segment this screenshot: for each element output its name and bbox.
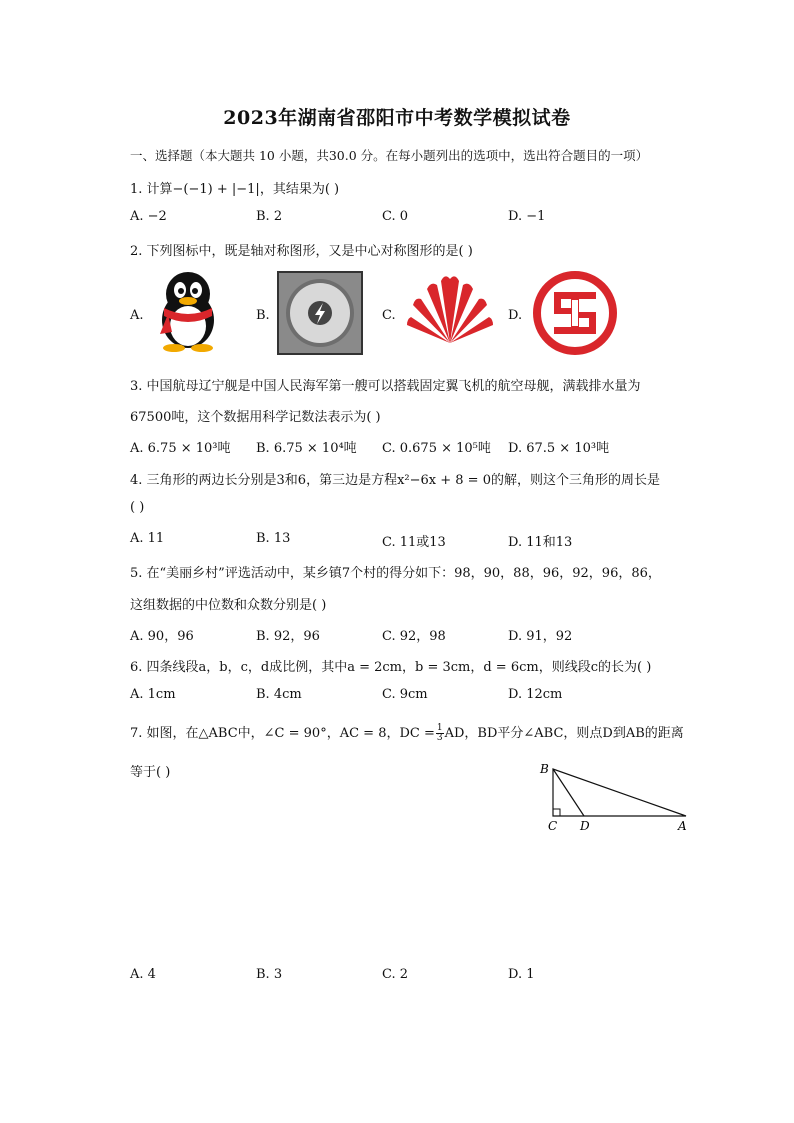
- question-2-option-c: C.: [382, 308, 396, 323]
- charging-disc-icon: [277, 271, 363, 355]
- question-3-option-a: A. 6.75 × 10³吨: [130, 441, 231, 456]
- question-1-stem: 1. 计算−(−1) + |−1|，其结果为( ): [130, 182, 340, 197]
- question-7-stem-line2: 等于( ): [130, 765, 171, 780]
- qq-penguin-icon: [150, 270, 226, 352]
- question-2-option-d: D.: [508, 308, 523, 323]
- question-4-option-d: D. 11和13: [508, 535, 573, 550]
- question-4-option-a: A. 11: [130, 531, 165, 546]
- question-1-option-a: A. −2: [130, 209, 167, 224]
- fraction: [436, 724, 444, 743]
- question-7-stem-line1: [130, 722, 684, 743]
- question-6-option-b: B. 4cm: [256, 687, 302, 702]
- question-4-stem-line2: ( ): [130, 500, 145, 515]
- label-c: C: [548, 819, 558, 833]
- question-7-option-b: B. 3: [256, 967, 283, 982]
- icbc-logo-icon: [532, 270, 618, 356]
- question-1-option-c: C. 0: [382, 209, 409, 224]
- section-heading: 一、选择题（本大题共 10 小题，共30.0 分。在每小题列出的选项中，选出符合题目的一项）: [130, 148, 649, 163]
- question-6-option-a: A. 1cm: [130, 687, 176, 702]
- question-5-option-c: C. 92，98: [382, 629, 446, 644]
- label-a: A: [678, 819, 687, 833]
- label-d: D: [580, 819, 590, 833]
- question-3-stem-line1: 3. 中国航母辽宁舰是中国人民海军第一艘可以搭载固定翼飞机的航空母舰，满载排水量为: [130, 379, 641, 394]
- question-5-stem-line1: 5. 在“美丽乡村”评选活动中，某乡镇7个村的得分如下：98，90，88，96，92，96，86，: [130, 566, 661, 581]
- question-7-stem-pre: 7. 如图，在△ABC中，∠C = 90°，AC = 8，DC =: [130, 726, 435, 741]
- question-6-option-d: D. 12cm: [508, 687, 563, 702]
- question-3-option-d: D. 67.5 × 10³吨: [508, 441, 610, 456]
- question-5-stem-line2: 这组数据的中位数和众数分别是( ): [130, 598, 327, 613]
- question-6-stem: 6. 四条线段a，b，c，d成比例，其中a = 2cm，b = 3cm，d = 6cm，则线段c的长为( ): [130, 660, 652, 675]
- fraction-denominator: 3: [436, 733, 443, 743]
- question-6-option-c: C. 9cm: [382, 687, 428, 702]
- question-2-option-a: A.: [130, 308, 144, 323]
- question-7-option-a: A. 4: [130, 967, 156, 982]
- question-7-option-d: D. 1: [508, 967, 535, 982]
- fraction-numerator: 1: [436, 723, 443, 733]
- huawei-logo-icon: [405, 273, 495, 345]
- question-5-option-b: B. 92，96: [256, 629, 320, 644]
- question-3-stem-line2: 67500吨，这个数据用科学记数法表示为( ): [130, 410, 381, 425]
- question-1-option-b: B. 2: [256, 209, 283, 224]
- question-7-option-c: C. 2: [382, 967, 409, 982]
- question-1-option-d: D. −1: [508, 209, 546, 224]
- label-b: B: [540, 762, 549, 776]
- question-7-stem-post: AD，BD平分∠ABC，则点D到AB的距离: [444, 726, 684, 741]
- question-3-option-b: B. 6.75 × 10⁴吨: [256, 441, 357, 456]
- question-5-option-a: A. 90，96: [130, 629, 194, 644]
- triangle-figure: [536, 760, 696, 838]
- question-3-option-c: C. 0.675 × 10⁵吨: [382, 441, 491, 456]
- question-4-option-b: B. 13: [256, 531, 291, 546]
- question-4-option-c: C. 11或13: [382, 535, 446, 550]
- question-2-stem: 2. 下列图标中，既是轴对称图形，又是中心对称图形的是( ): [130, 244, 473, 259]
- question-2-option-b: B.: [256, 308, 270, 323]
- question-5-option-d: D. 91，92: [508, 629, 573, 644]
- page-title: 2023年湖南省邵阳市中考数学模拟试卷: [223, 107, 571, 129]
- question-4-stem-line1: 4. 三角形的两边长分别是3和6，第三边是方程x²−6x + 8 = 0的解，则这个三角形的周长是: [130, 473, 660, 488]
